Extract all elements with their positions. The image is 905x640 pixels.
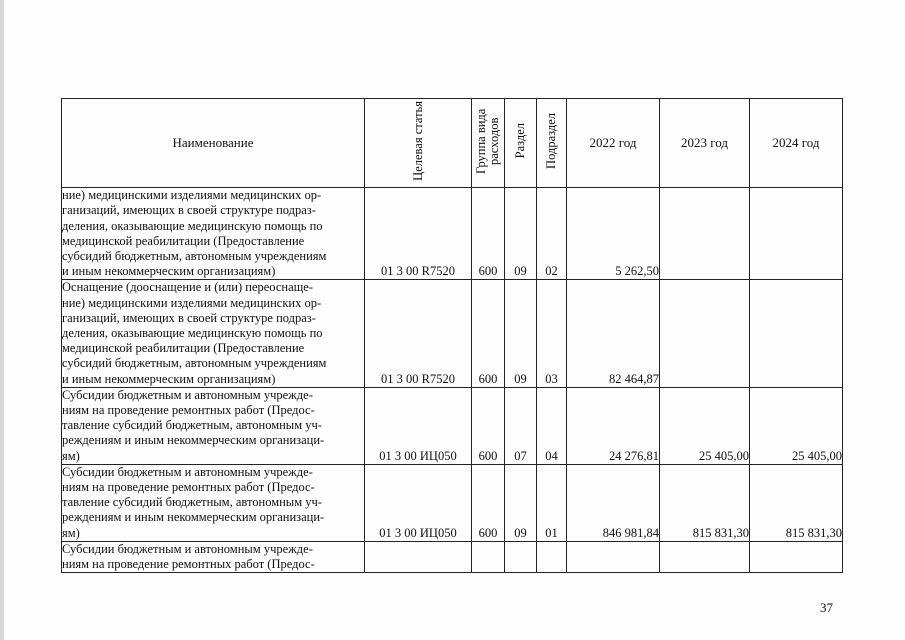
amount-2024-cell — [750, 188, 843, 280]
header-expense-group: Группа вида расходов — [472, 99, 505, 188]
budget-table — [61, 98, 843, 573]
table-body — [62, 188, 843, 573]
item-name-line: ние) медицинскими изделиями медицинских ор- — [62, 295, 322, 310]
subsection-cell: 02 — [537, 188, 567, 280]
amount-2023-cell — [660, 188, 750, 280]
target-cell — [365, 541, 472, 572]
item-name-line: реждениям и иным некоммерческим организаци- — [62, 510, 325, 525]
item-name-line: тавление субсидий бюджетным, автономным уч- — [62, 495, 322, 510]
item-name-line: ям) — [62, 448, 80, 463]
item-name-cell — [62, 464, 365, 541]
amount-2023-cell: 815 831,30 — [660, 464, 750, 541]
item-name-line: ниям на проведение ремонтных работ (Предос- — [62, 403, 315, 418]
expense-group-cell: 600 — [472, 280, 505, 387]
item-name-line: деления, оказывающие медицинскую помощь по — [62, 218, 323, 233]
table-row — [62, 541, 843, 572]
item-name-line: и иным некоммерческим организациям) — [62, 264, 276, 279]
amount-2022-cell — [567, 541, 660, 572]
item-name-line: медицинской реабилитации (Предоставление — [62, 233, 305, 248]
amount-2024-cell — [750, 541, 843, 572]
item-name-cell — [62, 541, 365, 572]
section-cell: 09 — [505, 464, 537, 541]
item-name-line: ниям на проведение ремонтных работ (Предос- — [62, 480, 315, 495]
item-name-line: ганизаций, имеющих в своей структуре подраз- — [62, 203, 316, 218]
item-name-line: деления, оказывающие медицинскую помощь по — [62, 326, 323, 341]
item-name-cell — [62, 387, 365, 464]
amount-2022-cell: 82 464,87 — [567, 280, 660, 387]
scan-edge — [0, 0, 4, 640]
amount-2024-cell — [750, 280, 843, 387]
header-year-2023: 2023 год — [660, 99, 750, 188]
target-cell: 01 3 00 R7520 — [365, 188, 472, 280]
table-header-row — [62, 99, 843, 188]
target-cell: 01 3 00 ИЦ050 — [365, 387, 472, 464]
table-row — [62, 280, 843, 387]
amount-2022-cell: 24 276,81 — [567, 387, 660, 464]
item-name-line: ниям на проведение ремонтных работ (Предос- — [62, 557, 315, 572]
item-name-line: Субсидии бюджетным и автономным учрежде- — [62, 541, 313, 556]
target-cell: 01 3 00 ИЦ050 — [365, 464, 472, 541]
target-cell: 01 3 00 R7520 — [365, 280, 472, 387]
header-subsection: Подраздел — [537, 99, 567, 188]
item-name-line: субсидий бюджетным, автономным учреждениям — [62, 356, 327, 371]
item-name-line: ганизаций, имеющих в своей структуре подраз- — [62, 310, 316, 325]
amount-2022-cell: 846 981,84 — [567, 464, 660, 541]
item-name-line: Субсидии бюджетным и автономным учрежде- — [62, 464, 313, 479]
section-cell: 09 — [505, 188, 537, 280]
page-number: 37 — [820, 600, 833, 615]
subsection-cell: 01 — [537, 464, 567, 541]
expense-group-cell: 600 — [472, 188, 505, 280]
item-name-line: медицинской реабилитации (Предоставление — [62, 341, 305, 356]
item-name-line: и иным некоммерческим организациям) — [62, 371, 276, 386]
subsection-cell — [537, 541, 567, 572]
table-row — [62, 188, 843, 280]
header-section: Раздел — [505, 99, 537, 188]
section-cell: 09 — [505, 280, 537, 387]
item-name-line: субсидий бюджетным, автономным учреждениям — [62, 249, 327, 264]
item-name-cell — [62, 188, 365, 280]
item-name-line: Субсидии бюджетным и автономным учрежде- — [62, 387, 313, 402]
expense-group-cell — [472, 541, 505, 572]
header-name: Наименование — [62, 99, 365, 188]
item-name-line: Оснащение (дооснащение и (или) переоснаще- — [62, 280, 313, 295]
expense-group-cell: 600 — [472, 387, 505, 464]
section-cell — [505, 541, 537, 572]
table-row — [62, 387, 843, 464]
amount-2023-cell — [660, 541, 750, 572]
section-cell: 07 — [505, 387, 537, 464]
amount-2023-cell — [660, 280, 750, 387]
subsection-cell: 04 — [537, 387, 567, 464]
item-name-line: тавление субсидий бюджетным, автономным уч- — [62, 418, 322, 433]
amount-2024-cell: 25 405,00 — [750, 387, 843, 464]
item-name-line: ям) — [62, 525, 80, 540]
amount-2023-cell: 25 405,00 — [660, 387, 750, 464]
header-target-article: Целевая статья — [365, 99, 472, 188]
table-row — [62, 464, 843, 541]
amount-2022-cell: 5 262,50 — [567, 188, 660, 280]
subsection-cell: 03 — [537, 280, 567, 387]
header-year-2022: 2022 год — [567, 99, 660, 188]
item-name-cell — [62, 280, 365, 387]
amount-2024-cell: 815 831,30 — [750, 464, 843, 541]
expense-group-cell: 600 — [472, 464, 505, 541]
header-year-2024: 2024 год — [750, 99, 843, 188]
item-name-line: ние) медицинскими изделиями медицинских ор- — [62, 188, 322, 203]
item-name-line: реждениям и иным некоммерческим организаци- — [62, 433, 325, 448]
